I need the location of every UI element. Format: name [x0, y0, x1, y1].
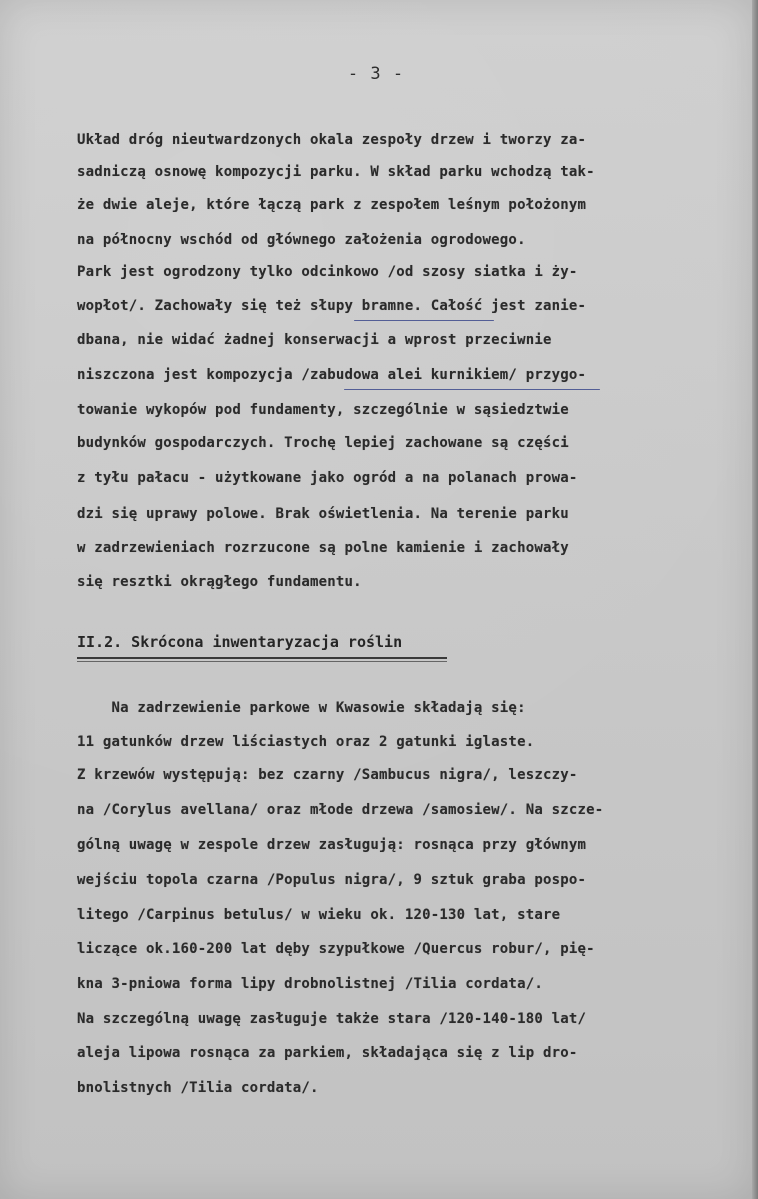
heading-underline	[77, 661, 447, 662]
text-line: na północny wschód od głównego założenia ogrodowego.	[77, 232, 526, 248]
text-line: kna 3-pniowa forma lipy drobnolistnej /Tilia cordata/.	[77, 976, 543, 992]
section-heading: II.2. Skrócona inwentaryzacja roślin	[77, 633, 403, 651]
text-line: liczące ok.160-200 lat dęby szypułkowe /Quercus robur/, pię-	[77, 941, 595, 957]
text-line: niszczona jest kompozycja /zabudowa alei kurnikiem/ przygo-	[77, 367, 587, 383]
text-line: dzi się uprawy polowe. Brak oświetlenia. Na terenie parku	[77, 506, 569, 522]
text-line: sadniczą osnowę kompozycji parku. W skład parku wchodzą tak-	[77, 164, 595, 180]
text-line: dbana, nie widać żadnej konserwacji a wprost przeciwnie	[77, 332, 552, 348]
text-line: wejściu topola czarna /Populus nigra/, 9 sztuk graba pospo-	[77, 872, 587, 888]
text-line: gólną uwagę w zespole drzew zasługują: rosnąca przy głównym	[77, 837, 587, 853]
text-line: budynków gospodarczych. Trochę lepiej zachowane są części	[77, 435, 569, 451]
text-line: Park jest ogrodzony tylko odcinkowo /od szosy siatka i ży-	[77, 264, 578, 280]
text-line: Układ dróg nieutwardzonych okala zespoły drzew i tworzy za-	[77, 132, 587, 148]
text-line: Na zadrzewienie parkowe w Kwasowie składają się:	[77, 700, 526, 716]
text-line: na /Corylus avellana/ oraz młode drzewa /samosiew/. Na szcze-	[77, 802, 604, 818]
text-line: wopłot/. Zachowały się też słupy bramne. Całość jest zanie-	[77, 298, 587, 314]
pen-underline	[344, 389, 600, 390]
page-number: - 3 -	[347, 64, 405, 84]
page-edge-shadow	[752, 0, 758, 1199]
text-line: aleja lipowa rosnąca za parkiem, składająca się z lip dro-	[77, 1045, 578, 1061]
text-line: Z krzewów występują: bez czarny /Sambucus nigra/, leszczy-	[77, 767, 578, 783]
text-line: w zadrzewieniach rozrzucone są polne kamienie i zachowały	[77, 540, 569, 556]
text-line: litego /Carpinus betulus/ w wieku ok. 120-130 lat, stare	[77, 907, 561, 923]
heading-underline	[77, 657, 447, 659]
pen-underline	[354, 320, 494, 321]
text-line: Na szczególną uwagę zasługuje także stara /120-140-180 lat/	[77, 1011, 587, 1027]
text-line: bnolistnych /Tilia cordata/.	[77, 1080, 319, 1096]
text-line: towanie wykopów pod fundamenty, szczególnie w sąsiedztwie	[77, 402, 569, 418]
text-line: z tyłu pałacu - użytkowane jako ogród a na polanach prowa-	[77, 470, 578, 486]
text-line: 11 gatunków drzew liściastych oraz 2 gatunki iglaste.	[77, 734, 535, 750]
text-line: się resztki okrągłego fundamentu.	[77, 574, 362, 590]
text-line: że dwie aleje, które łączą park z zespołem leśnym położonym	[77, 197, 587, 213]
